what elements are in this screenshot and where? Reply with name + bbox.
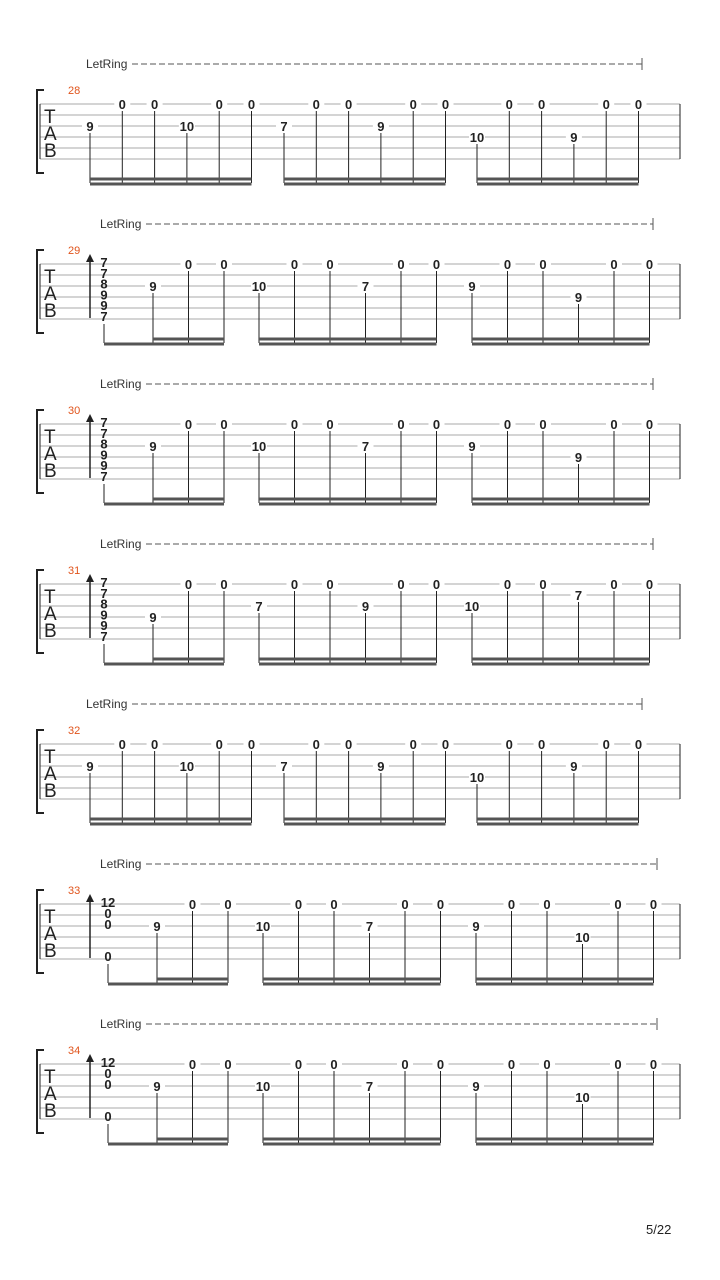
fret-number: 0 [220,417,228,432]
tab-letter: B [44,941,57,962]
fret-number: 0 [312,97,320,112]
letring-label: LetRing [100,217,142,231]
tab-system [37,217,680,344]
fret-number: 0 [503,417,512,432]
fret-number: 7 [361,439,370,454]
fret-number: 9 [574,290,583,305]
tab-system [37,57,680,184]
fret-number: 0 [150,97,159,112]
fret-number: 0 [503,257,512,272]
letring-label: LetRing [100,857,142,871]
fret-number: 0 [539,417,547,432]
tab-system [37,857,680,984]
strum-arrow-head [86,414,94,422]
chord-fret: 0 [104,1077,112,1092]
fret-number: 0 [610,417,618,432]
fret-number: 7 [365,919,374,934]
fret-number: 10 [469,130,485,145]
chord-fret: 8 [100,436,108,452]
measure-number: 29 [68,245,81,257]
fret-number: 9 [86,759,94,774]
fret-number: 0 [326,257,334,272]
fret-number: 0 [215,97,223,112]
fret-number: 9 [468,279,476,294]
fret-number: 0 [539,577,547,592]
fret-number: 7 [361,279,370,294]
strum-arrow-head [86,574,94,582]
fret-number: 0 [645,577,654,592]
fret-number: 10 [469,770,485,785]
fret-number: 7 [255,599,263,614]
chord-fret: 12 [100,1055,116,1070]
fret-number: 0 [247,97,256,112]
letring-label: LetRing [86,57,128,71]
chord-fret: 7 [100,575,108,590]
fret-number: 7 [365,1079,374,1094]
tab-letter: T [44,747,56,768]
fret-number: 9 [377,759,385,774]
fret-number: 9 [472,1079,480,1094]
fret-number: 10 [575,930,590,945]
tab-letter: A [44,604,57,625]
tab-letter: T [44,587,56,608]
tab-letter: B [44,781,57,802]
chord-fret: 9 [100,607,108,623]
fret-number: 10 [464,599,480,614]
fret-number: 9 [153,1079,161,1094]
fret-number: 0 [224,897,232,912]
tab-letter: A [44,284,57,305]
tab-letter: A [44,444,57,465]
fret-number: 10 [251,439,267,454]
chord-fret: 9 [100,458,108,474]
fret-number: 0 [401,897,409,912]
fret-number: 9 [361,599,370,614]
fret-number: 0 [290,257,299,272]
fret-number: 0 [432,257,441,272]
fret-number: 0 [401,1057,409,1072]
chord-fret: 7 [100,469,108,484]
chord-fret: 8 [100,596,108,612]
fret-number: 0 [507,897,516,912]
fret-number: 0 [503,577,512,592]
fret-number: 0 [649,897,658,912]
measure-number: 31 [68,565,81,577]
tab-system [37,697,680,824]
fret-number: 9 [149,610,157,625]
strum-arrow-head [86,1054,94,1062]
fret-number: 0 [441,97,450,112]
fret-number: 0 [543,1057,551,1072]
chord-fret: 9 [100,447,108,463]
fret-number: 0 [330,897,338,912]
fret-number: 0 [537,737,546,752]
fret-number: 10 [255,919,271,934]
measure-number: 34 [68,1045,81,1057]
tab-letter: T [44,267,56,288]
fret-number: 0 [397,257,405,272]
fret-number: 0 [247,737,256,752]
measure-number: 28 [68,85,81,97]
tab-letter: B [44,301,57,322]
fret-number: 0 [184,417,193,432]
chord-fret: 7 [100,255,108,270]
fret-number: 0 [436,1057,445,1072]
chord-fret: 9 [100,298,108,314]
chord-fret: 7 [100,629,108,644]
fret-number: 7 [280,119,288,134]
fret-number: 0 [188,1057,197,1072]
tab-letter: A [44,1084,57,1105]
fret-number: 0 [290,577,299,592]
fret-number: 7 [280,759,288,774]
fret-number: 0 [507,1057,516,1072]
chord-fret: 12 [100,895,116,910]
fret-number: 0 [645,417,654,432]
page-number: 5/22 [646,1222,672,1237]
fret-number: 9 [472,919,480,934]
fret-number: 0 [326,577,334,592]
tab-system [37,1017,680,1144]
chord-fret: 7 [100,265,108,281]
tab-letter: A [44,924,57,945]
fret-number: 0 [645,257,654,272]
tab-system [37,377,680,504]
strum-arrow-head [86,894,94,902]
fret-number: 9 [570,759,578,774]
fret-number: 0 [432,577,441,592]
fret-number: 0 [150,737,159,752]
tab-letter: T [44,1067,56,1088]
letring-label: LetRing [100,377,142,391]
tab-letter: B [44,621,57,642]
tab-letter: T [44,427,56,448]
chord-fret: 7 [100,585,108,601]
fret-number: 10 [255,1079,271,1094]
chord-fret: 0 [104,906,112,921]
fret-number: 0 [215,737,223,752]
fret-number: 9 [153,919,161,934]
letring-label: LetRing [100,537,142,551]
fret-number: 10 [179,759,195,774]
fret-number: 0 [188,897,197,912]
fret-number: 0 [220,577,228,592]
fret-number: 0 [184,257,193,272]
fret-number: 0 [326,417,334,432]
fret-number: 0 [118,737,126,752]
tab-letter: B [44,141,57,162]
chord-fret: 0 [104,917,112,932]
fret-number: 0 [441,737,450,752]
fret-number: 9 [149,439,157,454]
fret-number: 0 [505,737,513,752]
chord-fret: 7 [100,415,108,430]
fret-number: 0 [294,897,303,912]
fret-number: 0 [312,737,320,752]
tab-letter: T [44,107,56,128]
fret-number: 0 [649,1057,658,1072]
fret-number: 0 [634,737,643,752]
tab-letter: A [44,124,57,145]
fret-number: 0 [409,737,417,752]
fret-number: 0 [397,417,405,432]
strum-arrow-head [86,254,94,262]
fret-number: 0 [610,257,618,272]
chord-fret: 7 [100,425,108,441]
fret-number: 9 [574,450,583,465]
chord-fret: 9 [100,287,108,303]
chord-fret: 0 [104,1066,112,1081]
fret-number: 0 [330,1057,338,1072]
fret-number: 0 [220,257,228,272]
fret-number: 10 [251,279,267,294]
fret-number: 0 [614,897,622,912]
fret-number: 0 [539,257,547,272]
fret-number: 0 [537,97,546,112]
fret-number: 0 [397,577,405,592]
measure-number: 30 [68,405,81,417]
tab-letter: T [44,907,56,928]
fret-number: 10 [179,119,195,134]
fret-number: 0 [432,417,441,432]
fret-number: 0 [294,1057,303,1072]
tab-letter: B [44,461,57,482]
fret-number: 0 [602,97,610,112]
fret-number: 9 [86,119,94,134]
fret-number: 0 [344,737,353,752]
chord-fret: 7 [100,309,108,324]
fret-number: 0 [610,577,618,592]
fret-number: 0 [543,897,551,912]
chord-fret: 0 [104,1109,112,1124]
fret-number: 0 [290,417,299,432]
letring-label: LetRing [86,697,128,711]
tab-system [37,537,680,664]
fret-number: 9 [468,439,476,454]
tab-letter: A [44,764,57,785]
chord-fret: 8 [100,276,108,292]
tab-letter: B [44,1101,57,1122]
measure-number: 32 [68,725,81,737]
fret-number: 9 [570,130,578,145]
fret-number: 9 [377,119,385,134]
fret-number: 0 [634,97,643,112]
chord-fret: 0 [104,949,112,964]
fret-number: 0 [344,97,353,112]
fret-number: 9 [149,279,157,294]
fret-number: 0 [505,97,513,112]
fret-number: 0 [602,737,610,752]
letring-label: LetRing [100,1017,142,1031]
measure-number: 33 [68,885,81,897]
fret-number: 0 [118,97,126,112]
fret-number: 0 [614,1057,622,1072]
fret-number: 0 [436,897,445,912]
fret-number: 0 [184,577,193,592]
chord-fret: 9 [100,618,108,634]
fret-number: 7 [574,588,583,603]
fret-number: 0 [409,97,417,112]
fret-number: 0 [224,1057,232,1072]
fret-number: 10 [575,1090,590,1105]
